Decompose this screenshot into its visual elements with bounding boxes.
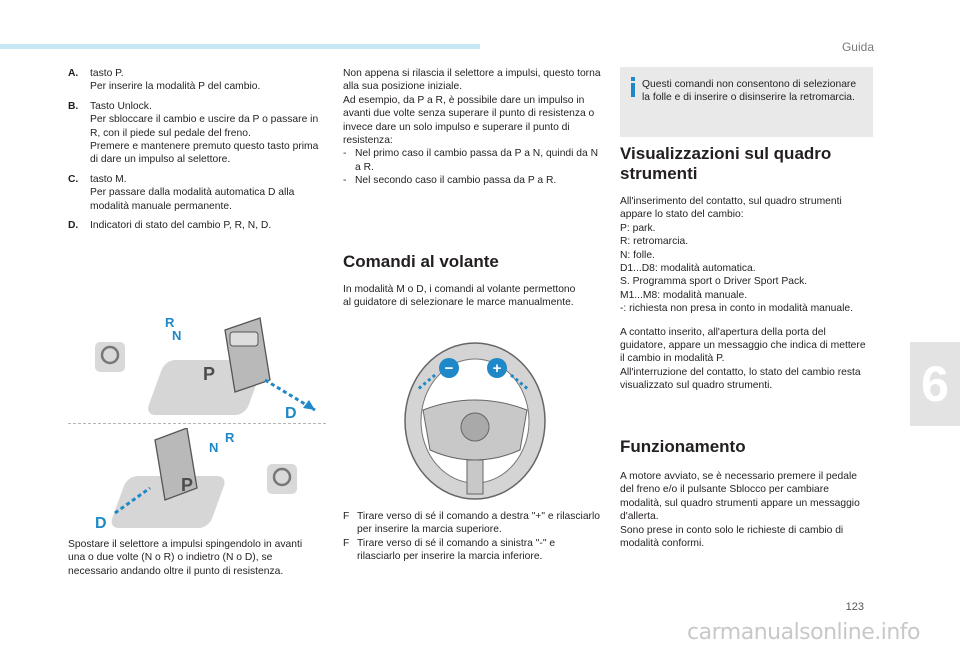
display-section: All'inserimento del contatto, sul quadro strumenti appare lo stato del cambio: P: park. R: retromarcia. N: folle. D1...D8: modalità automatica. S. Programma sport o Driver Sport Pack. M1...M8: modalità manuale. -: richiesta non presa in conto in modalità manuale. A contatto inserito, all'apertura della porta del guidatore, appare un messaggio che indica di mettere il cambio in modalità P. All'interruzione del contatto, lo stato del cambio resta visualizzato sul quadro strumenti. bbox=[620, 195, 870, 393]
label-d: D bbox=[285, 405, 297, 422]
label-d-2: D bbox=[95, 515, 107, 532]
paddle-instructions bbox=[343, 510, 601, 564]
list-item: -: richiesta non presa in conto in modalità manuale. bbox=[620, 303, 853, 315]
column-1 bbox=[68, 67, 320, 238]
label-n-2: N bbox=[209, 440, 219, 455]
list-item: R: retromarcia. bbox=[620, 236, 689, 248]
operation-text: A motore avviato, se è necessario premere il pedale del freno e/o il pulsante Sblocco per cambiare modalità, sul quadro strumenti appare un messaggio d'allerta. Sono prese in conto solo le richieste di cambio di modalità conformi. bbox=[620, 471, 860, 550]
dash-item: - Nel secondo caso il cambio passa da P a R. bbox=[343, 175, 557, 187]
chapter-tab bbox=[910, 342, 960, 426]
list-item: D1...D8: modalità automatica. bbox=[620, 263, 756, 275]
steering-text: In modalità M o D, i comandi al volante permettono al guidatore di selezionare le marce manualmente. bbox=[343, 284, 576, 309]
heading-comandi-volante: Comandi al volante bbox=[343, 252, 499, 271]
dash-list bbox=[343, 147, 601, 187]
watermark: carmanualsonline.info bbox=[687, 620, 920, 645]
figure-divider bbox=[68, 423, 326, 424]
header-accent-bar bbox=[0, 44, 480, 49]
heading-funzionamento: Funzionamento bbox=[620, 437, 746, 456]
svg-text:+: + bbox=[492, 360, 502, 377]
list-item: M1...M8: modalità manuale. bbox=[620, 289, 748, 301]
label-n: N bbox=[172, 328, 182, 343]
info-icon bbox=[628, 77, 638, 97]
list-item: F Tirare verso di sé il comando a sinistra "-" e rilasciarlo per inserire la marcia inferiore. bbox=[343, 537, 556, 563]
gear-selector-forward-illustration bbox=[75, 300, 325, 422]
column-2 bbox=[343, 67, 601, 188]
page-number: 123 bbox=[845, 601, 864, 613]
section-title: Guida bbox=[841, 40, 874, 54]
list-item-d: D. Indicatori di stato del cambio P, R, N, D. bbox=[68, 220, 272, 232]
label-p-2: P bbox=[181, 475, 194, 495]
list-item: F Tirare verso di sé il comando a destra "+" e rilasciarlo per inserire la marcia superiore. bbox=[343, 511, 600, 536]
dash-item: - Nel primo caso il cambio passa da P a N, quindi da N a R. bbox=[343, 148, 599, 173]
svg-text:−: − bbox=[444, 360, 454, 377]
example-text: Ad esempio, da P a R, è possibile dare un impulso in avanti due volte senza superare il punto di resistenza o invece dare un solo impulso e superare il punto di resistenza: bbox=[343, 94, 595, 147]
note-text: Questi comandi non consentono di selezionare la folle e di inserire o disinserire la retromarcia. bbox=[642, 79, 857, 104]
brand-logo bbox=[461, 413, 489, 441]
label-p: P bbox=[203, 364, 216, 384]
list-item: N: folle. bbox=[620, 249, 655, 261]
list-item: S. Programma sport o Driver Sport Pack. bbox=[620, 276, 808, 288]
gear-selector-backward-illustration bbox=[75, 428, 325, 533]
label-r: R bbox=[165, 315, 175, 330]
list-item-c: C. tasto M. Per passare dalla modalità automatica D alla modalità manuale permanente. bbox=[68, 173, 295, 212]
list-item-b: B. Tasto Unlock. Per sbloccare il cambio e uscire da P o passare in R, con il piede sul pedale del freno. Premere e mantenere premuto questo tasto prima di dare un impulso al selettore. bbox=[68, 100, 319, 166]
label-r-2: R bbox=[225, 430, 235, 445]
info-note bbox=[620, 67, 873, 137]
heading-visualizzazioni: Visualizzazioni sul quadro strumenti bbox=[620, 144, 832, 183]
intro-text: Non appena si rilascia il selettore a impulsi, questo torna alla sua posizione iniziale. bbox=[343, 68, 601, 93]
list-item: P: park. bbox=[620, 222, 656, 234]
steering-wheel-illustration bbox=[395, 335, 555, 503]
chapter-number: 6 bbox=[921, 356, 949, 412]
list-item-a: A. tasto P. Per inserire la modalità P del cambio. bbox=[68, 68, 261, 93]
selector-instruction: Spostare il selettore a impulsi spingendolo in avanti una o due volte (N o R) o indietro (N o D), se necessario andando oltre il punto di resistenza. bbox=[68, 539, 303, 577]
